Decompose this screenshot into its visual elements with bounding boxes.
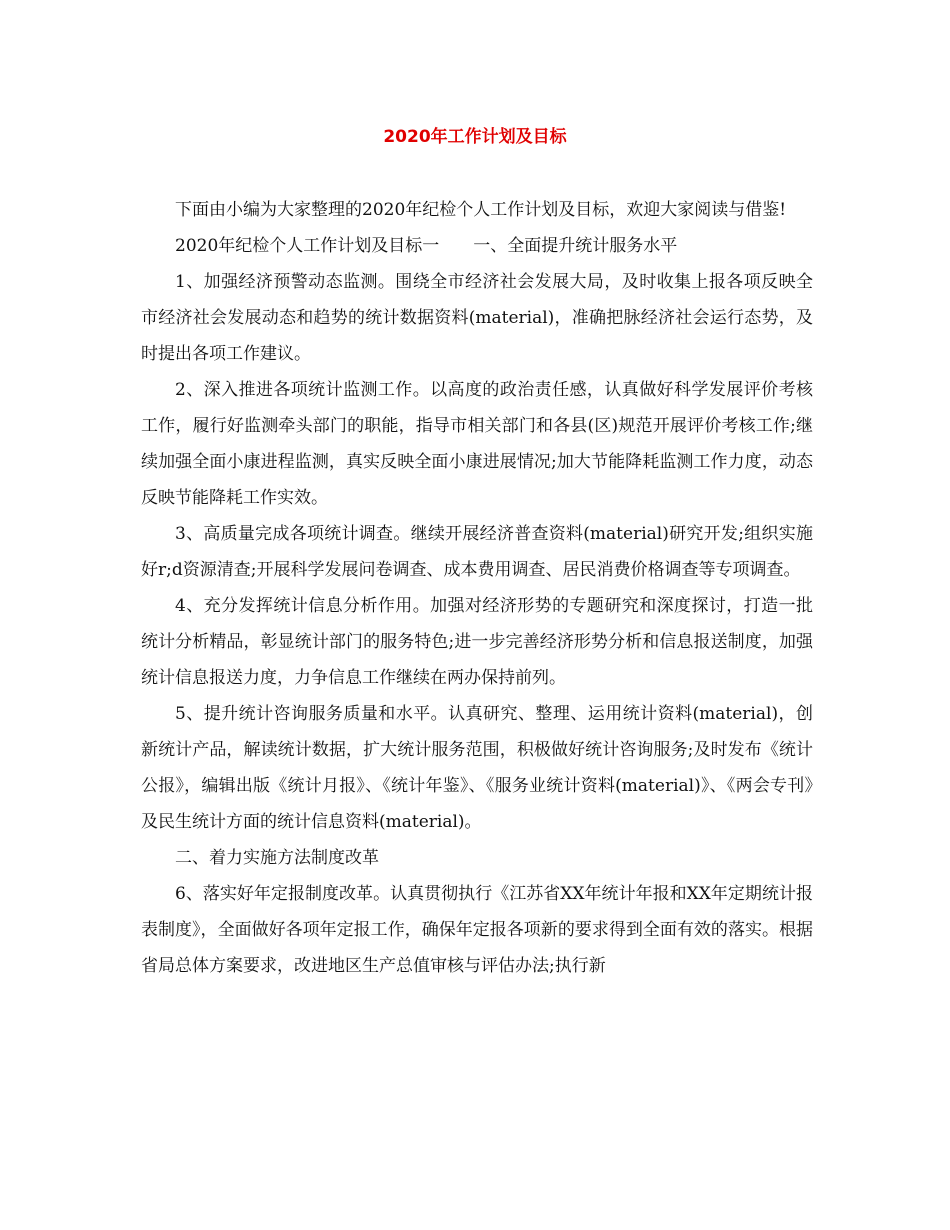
document-body <box>141 192 813 984</box>
document-title: 2020年工作计划及目标 <box>383 127 567 147</box>
paragraph-item-6: 6、落实好年定报制度改革。认真贯彻执行《江苏省XX年统计年报和XX年定期统计报表制度》，全面做好各项年定报工作，确保年定报各项新的要求得到全面有效的落实。根据省局总体方案要求，改进地区生产总值审核与评估办法;执行新 <box>141 884 813 976</box>
paragraph-item-5: 5、提升统计咨询服务质量和水平。认真研究、整理、运用统计资料(material)，创新统计产品，解读统计数据，扩大统计服务范围，积极做好统计咨询服务;及时发布《统计公报》，编辑出版《统计月报》、《统计年鉴》、《服务业统计资料(material)》、《两会专刊》及民生统计方面的统计信息资料(material)。 <box>141 704 813 832</box>
paragraph-intro: 下面由小编为大家整理的2020年纪检个人工作计划及目标，欢迎大家阅读与借鉴! <box>175 200 787 220</box>
paragraph-item-1: 1、加强经济预警动态监测。围绕全市经济社会发展大局，及时收集上报各项反映全市经济社会发展动态和趋势的统计数据资料(material)，准确把脉经济社会运行态势，及时提出各项工作建议。 <box>141 272 813 364</box>
paragraph-item-2: 2、深入推进各项统计监测工作。以高度的政治责任感，认真做好科学发展评价考核工作，履行好监测牵头部门的职能，指导市相关部门和各县(区)规范开展评价考核工作;继续加强全面小康进程监测，真实反映全面小康进展情况;加大节能降耗监测工作力度，动态反映节能降耗工作实效。 <box>141 380 813 508</box>
paragraph-item-4: 4、充分发挥统计信息分析作用。加强对经济形势的专题研究和深度探讨，打造一批统计分析精品，彰显统计部门的服务特色;进一步完善经济形势分析和信息报送制度，加强统计信息报送力度，力争信息工作继续在两办保持前列。 <box>141 596 813 688</box>
paragraph-item-3: 3、高质量完成各项统计调查。继续开展经济普查资料(material)研究开发;组织实施好r;d资源清查;开展科学发展问卷调查、成本费用调查、居民消费价格调查等专项调查。 <box>141 524 813 580</box>
paragraph-section-heading-2: 二、着力实施方法制度改革 <box>175 848 379 868</box>
paragraph-section-heading-1: 2020年纪检个人工作计划及目标一 一、全面提升统计服务水平 <box>175 236 678 256</box>
